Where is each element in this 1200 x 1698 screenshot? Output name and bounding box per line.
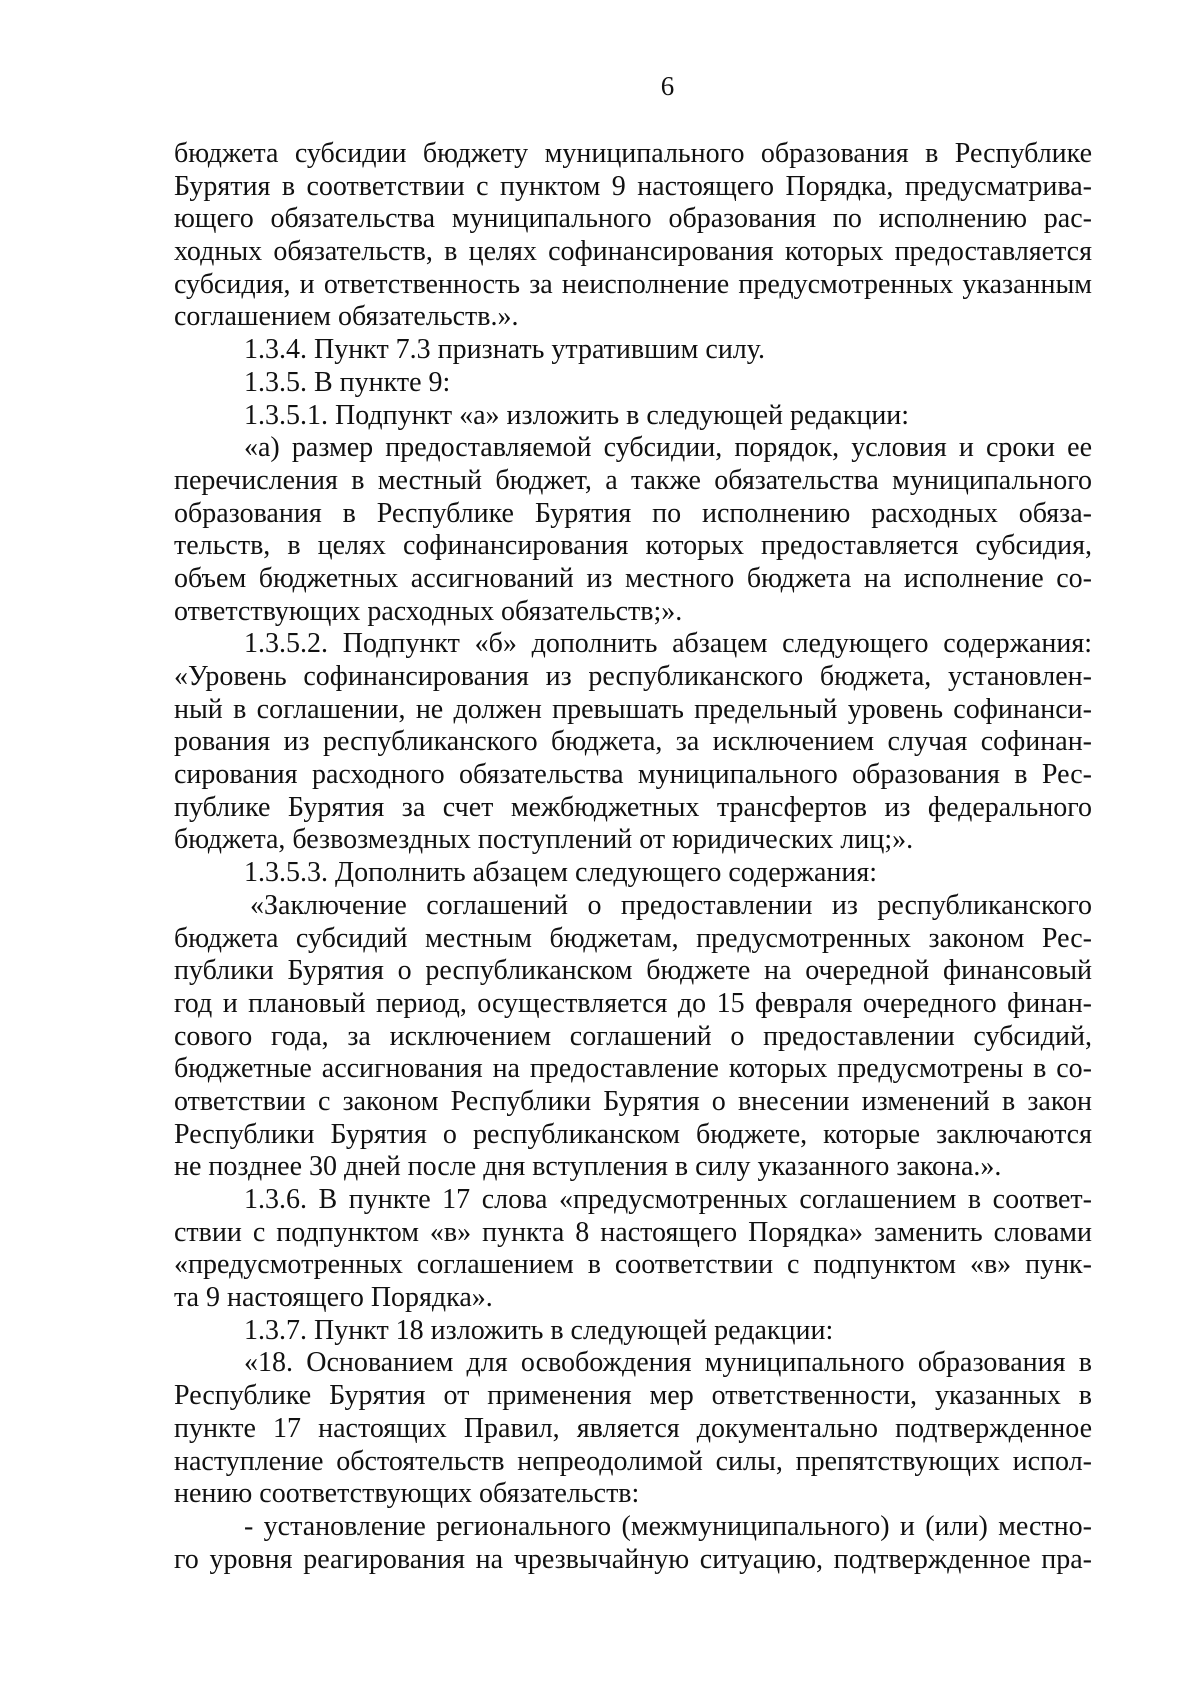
- paragraph: [174, 138, 1092, 334]
- text-line: образования в Республике Бурятия по исполнению расходных обяза-: [174, 497, 1092, 529]
- text-line: 1.3.4. Пункт 7.3 признать утратившим силу.: [244, 334, 765, 366]
- text-line: «18. Основанием для освобождения муниципального образования в: [244, 1347, 1092, 1379]
- text-line: ющего обязательства муниципального образования по исполнению рас-: [174, 203, 1092, 235]
- paragraph: [174, 1347, 1092, 1510]
- text-line: перечисления в местный бюджет, а также обязательства муниципального: [174, 464, 1092, 496]
- text-line: соглашением обязательств.».: [174, 301, 519, 333]
- paragraph: [174, 334, 1092, 367]
- text-line: «Уровень софинансирования из республиканского бюджета, установлен-: [174, 661, 1092, 692]
- text-line: 1.3.5.3. Дополнить абзацем следующего содержания:: [244, 857, 878, 889]
- text-line: бюджета субсидий местным бюджетам, предусмотренных законом Рес-: [174, 922, 1092, 954]
- text-line: сирования расходного обязательства муниципального образования в Рес-: [174, 759, 1092, 791]
- text-line: Республики Бурятия о республиканском бюджете, которые заключаются: [174, 1118, 1092, 1150]
- text-line: наступление обстоятельств непреодолимой силы, препятствующих испол-: [174, 1445, 1092, 1477]
- text-line: ходных обязательств, в целях софинансирования которых предоставляется: [174, 236, 1092, 268]
- paragraph: [174, 857, 1092, 890]
- text-line: бюджета, безвозмездных поступлений от юридических лиц;».: [174, 824, 914, 856]
- paragraph: [174, 400, 1092, 433]
- text-line: бюджета субсидии бюджету муниципального образования в Республике: [174, 138, 1092, 169]
- page-number: 6: [660, 71, 675, 101]
- paragraph: [174, 1511, 1092, 1576]
- paragraph: [174, 367, 1092, 400]
- text-line: нению соответствующих обязательств:: [174, 1478, 640, 1510]
- text-line: публики Бурятия о республиканском бюджете на очередной финансовый: [174, 955, 1092, 987]
- text-line: 1.3.5.1. Подпункт «а» изложить в следующей редакции:: [244, 399, 910, 431]
- text-line: рования из республиканского бюджета, за исключением случая софинан-: [174, 726, 1092, 758]
- text-line: пункте 17 настоящих Правил, является документально подтвержденное: [174, 1412, 1092, 1444]
- text-line: сового года, за исключением соглашений о предоставлении субсидий,: [174, 1020, 1092, 1052]
- text-line: «Заключение соглашений о предоставлении из республиканского: [250, 889, 1092, 921]
- text-line: 1.3.5.2. Подпункт «б» дополнить абзацем следующего содержания:: [244, 628, 1092, 660]
- text-line: го уровня реагирования на чрезвычайную ситуацию, подтвержденное пра-: [174, 1543, 1092, 1575]
- text-line: 1.3.6. В пункте 17 слова «предусмотренных соглашением в соответ-: [244, 1184, 1092, 1215]
- text-line: публике Бурятия за счет межбюджетных трансфертов из федерального: [174, 791, 1092, 823]
- text-line: субсидия, и ответственность за неисполнение предусмотренных указанным: [174, 268, 1092, 300]
- text-line: Республике Бурятия от применения мер ответственности, указанных в: [174, 1380, 1092, 1412]
- text-line: бюджетные ассигнования на предоставление которых предусмотрены в со-: [174, 1053, 1092, 1085]
- text-line: ответствии с законом Республики Бурятия о внесении изменений в закон: [174, 1085, 1092, 1117]
- paragraph: [174, 1184, 1092, 1315]
- document-body: [174, 138, 1092, 1576]
- paragraph: [174, 890, 1092, 1184]
- text-line: объем бюджетных ассигнований из местного бюджета на исполнение со-: [174, 562, 1092, 594]
- text-line: ный в соглашении, не должен превышать предельный уровень софинанси-: [174, 693, 1092, 725]
- text-line: ответствующих расходных обязательств;».: [174, 595, 683, 627]
- text-line: 1.3.7. Пункт 18 изложить в следующей редакции:: [244, 1314, 834, 1346]
- text-line: Бурятия в соответствии с пунктом 9 настоящего Порядка, предусматрива-: [174, 170, 1092, 202]
- paragraph: [174, 432, 1092, 628]
- text-line: не позднее 30 дней после дня вступления в силу указанного закона.».: [174, 1151, 1002, 1183]
- text-line: тельств, в целях софинансирования которых предоставляется субсидия,: [174, 530, 1092, 562]
- text-line: «а) размер предоставляемой субсидии, порядок, условия и сроки ее: [244, 432, 1092, 464]
- text-line: год и плановый период, осуществляется до 15 февраля очередного финан-: [174, 987, 1092, 1019]
- text-line: 1.3.5. В пункте 9:: [244, 366, 451, 398]
- text-line: ствии с подпунктом «в» пункта 8 настоящего Порядка» заменить словами: [174, 1216, 1092, 1248]
- text-line: - установление регионального (межмуниципального) и (или) местно-: [244, 1510, 1092, 1542]
- text-line: та 9 настоящего Порядка».: [174, 1282, 493, 1314]
- paragraph: [174, 628, 1092, 857]
- text-line: «предусмотренных соглашением в соответствии с подпунктом «в» пунк-: [174, 1249, 1092, 1281]
- paragraph: [174, 1315, 1092, 1348]
